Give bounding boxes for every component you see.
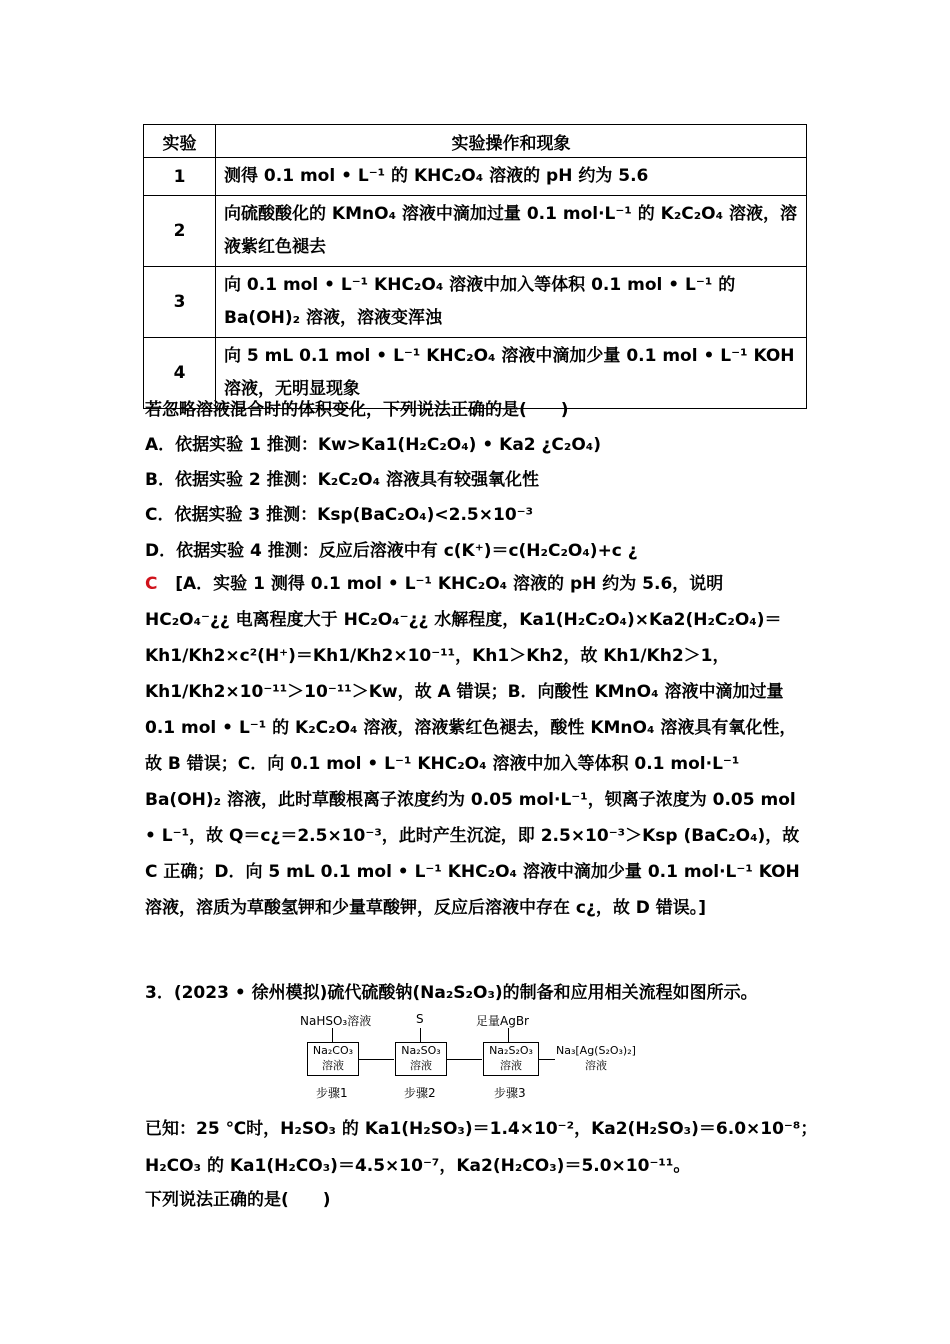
experiment-table — [143, 124, 807, 409]
box-label: 溶液 — [410, 1059, 432, 1072]
arrow-down — [332, 1028, 333, 1042]
col-header: 实验 — [144, 125, 216, 158]
row-text: 向 5 mL 0.1 mol • L⁻¹ KHC₂O₄ 溶液中滴加少量 0.1 mol • L⁻¹ KOH 溶液，无明显现象 — [216, 338, 807, 409]
box-label: 溶液 — [322, 1059, 344, 1072]
known-line-2: H₂CO₃ 的 Ka1(H₂CO₃)＝4.5×10⁻⁷，Ka2(H₂CO₃)＝5.0×10⁻¹¹。 — [145, 1156, 691, 1176]
table-row — [144, 267, 807, 338]
option-c: C．依据实验 3 推测：Ksp(BaC₂O₄)<2.5×10⁻³ — [145, 505, 534, 525]
box-label: 溶液 — [500, 1059, 522, 1072]
arrow-right — [359, 1059, 394, 1060]
option-a: A．依据实验 1 推测：Kw>Ka1(H₂C₂O₄) • Ka2 ¿C₂O₄) — [145, 435, 601, 455]
arrow-down — [508, 1028, 509, 1042]
row-num: 2 — [144, 196, 216, 267]
arrow-down — [420, 1028, 421, 1042]
flow-input-3: 足量AgBr — [476, 1014, 529, 1028]
flow-input-2: S — [416, 1012, 424, 1026]
answer-letter: C — [145, 574, 158, 594]
row-text: 向 0.1 mol • L⁻¹ KHC₂O₄ 溶液中加入等体积 0.1 mol • L⁻¹ 的 Ba(OH)₂ 溶液，溶液变浑浊 — [216, 267, 807, 338]
row-text: 测得 0.1 mol • L⁻¹ 的 KHC₂O₄ 溶液的 pH 约为 5.6 — [216, 158, 807, 196]
answer-explanation: [A．实验 1 测得 0.1 mol • L⁻¹ KHC₂O₄ 溶液的 pH 约为 5.6，说明 HC₂O₄⁻¿¿ 电离程度大于 HC₂O₄⁻¿¿ 水解程度，Ka1(H₂C₂O₄)×Ka2(H₂C₂O₄)＝Kh1/Kh2×c²(H⁺)＝Kh1/Kh2×10⁻¹¹，Kh1＞Kh2，故 Kh1/Kh2＞1，Kh1/Kh2×10⁻¹¹＞10⁻¹¹＞Kw，故 A 错误；B．向酸性 KMnO₄ 溶液中滴加过量 0.1 mol • L⁻¹ 的 K₂C₂O₄ 溶液，溶液紫红色褪去，酸性 KMnO₄ 溶液具有氧化性，故 B 错误；C．向 0.1 mol • L⁻¹ KHC₂O₄ 溶液中加入等体积 0.1 mol·L⁻¹ Ba(OH)₂ 溶液，此时草酸根离子浓度约为 0.05 mol·L⁻¹，钡离子浓度为 0.05 mol • L⁻¹，故 Q＝c¿＝2.5×10⁻³，此时产生沉淀，即 2.5×10⁻³＞Ksp (BaC₂O₄)，故 C 正确；D．向 5 mL 0.1 mol • L⁻¹ KHC₂O₄ 溶液中滴加少量 0.1 mol·L⁻¹ KOH 溶液，溶质为草酸氢钾和少量草酸钾，反应后溶液中存在 c¿，故 D 错误。] — [145, 574, 800, 918]
col-header: 实验操作和现象 — [216, 125, 807, 158]
row-text: 向硫酸酸化的 KMnO₄ 溶液中滴加过量 0.1 mol·L⁻¹ 的 K₂C₂O₄ 溶液，溶液紫红色褪去 — [216, 196, 807, 267]
option-d: D．依据实验 4 推测：反应后溶液中有 c(K⁺)＝c(H₂C₂O₄)+c ¿ — [145, 541, 638, 561]
row-num: 4 — [144, 338, 216, 409]
question-text: 若忽略溶液混合时的体积变化，下列说法正确的是( ) — [145, 400, 569, 420]
flow-input-1: NaHSO₃溶液 — [300, 1014, 372, 1028]
step-label: 步骤3 — [494, 1086, 526, 1100]
box-chem: Na₂S₂O₃ — [489, 1044, 533, 1057]
arrow-right — [539, 1059, 555, 1060]
q3-title: 3．(2023 • 徐州模拟)硫代硫酸钠(Na₂S₂O₃)的制备和应用相关流程如图所示。 — [145, 983, 758, 1003]
answer-block — [145, 566, 810, 926]
flow-product — [556, 1043, 636, 1073]
row-num: 3 — [144, 267, 216, 338]
arrow-right — [447, 1059, 482, 1060]
step-label: 步骤2 — [404, 1086, 436, 1100]
q3-question: 下列说法正确的是( ) — [145, 1190, 331, 1210]
product-chem: Na₃[Ag(S₂O₃)₂] — [556, 1044, 636, 1057]
box-chem: Na₂SO₃ — [401, 1044, 441, 1057]
table-header-row — [144, 125, 807, 158]
flow-box-3 — [483, 1042, 539, 1076]
box-chem: Na₂CO₃ — [312, 1044, 354, 1057]
flow-box-2 — [395, 1042, 447, 1076]
option-b: B．依据实验 2 推测：K₂C₂O₄ 溶液具有较强氧化性 — [145, 470, 539, 490]
flow-box-1 — [307, 1042, 359, 1076]
product-label: 溶液 — [584, 1059, 607, 1072]
known-line-1: 已知：25 ℃时，H₂SO₃ 的 Ka1(H₂SO₃)＝1.4×10⁻²，Ka2(H₂SO₃)＝6.0×10⁻⁸； — [145, 1119, 818, 1139]
table-row — [144, 158, 807, 196]
row-num: 1 — [144, 158, 216, 196]
table-row — [144, 196, 807, 267]
process-flow-diagram — [296, 1012, 656, 1102]
step-label: 步骤1 — [316, 1086, 348, 1100]
